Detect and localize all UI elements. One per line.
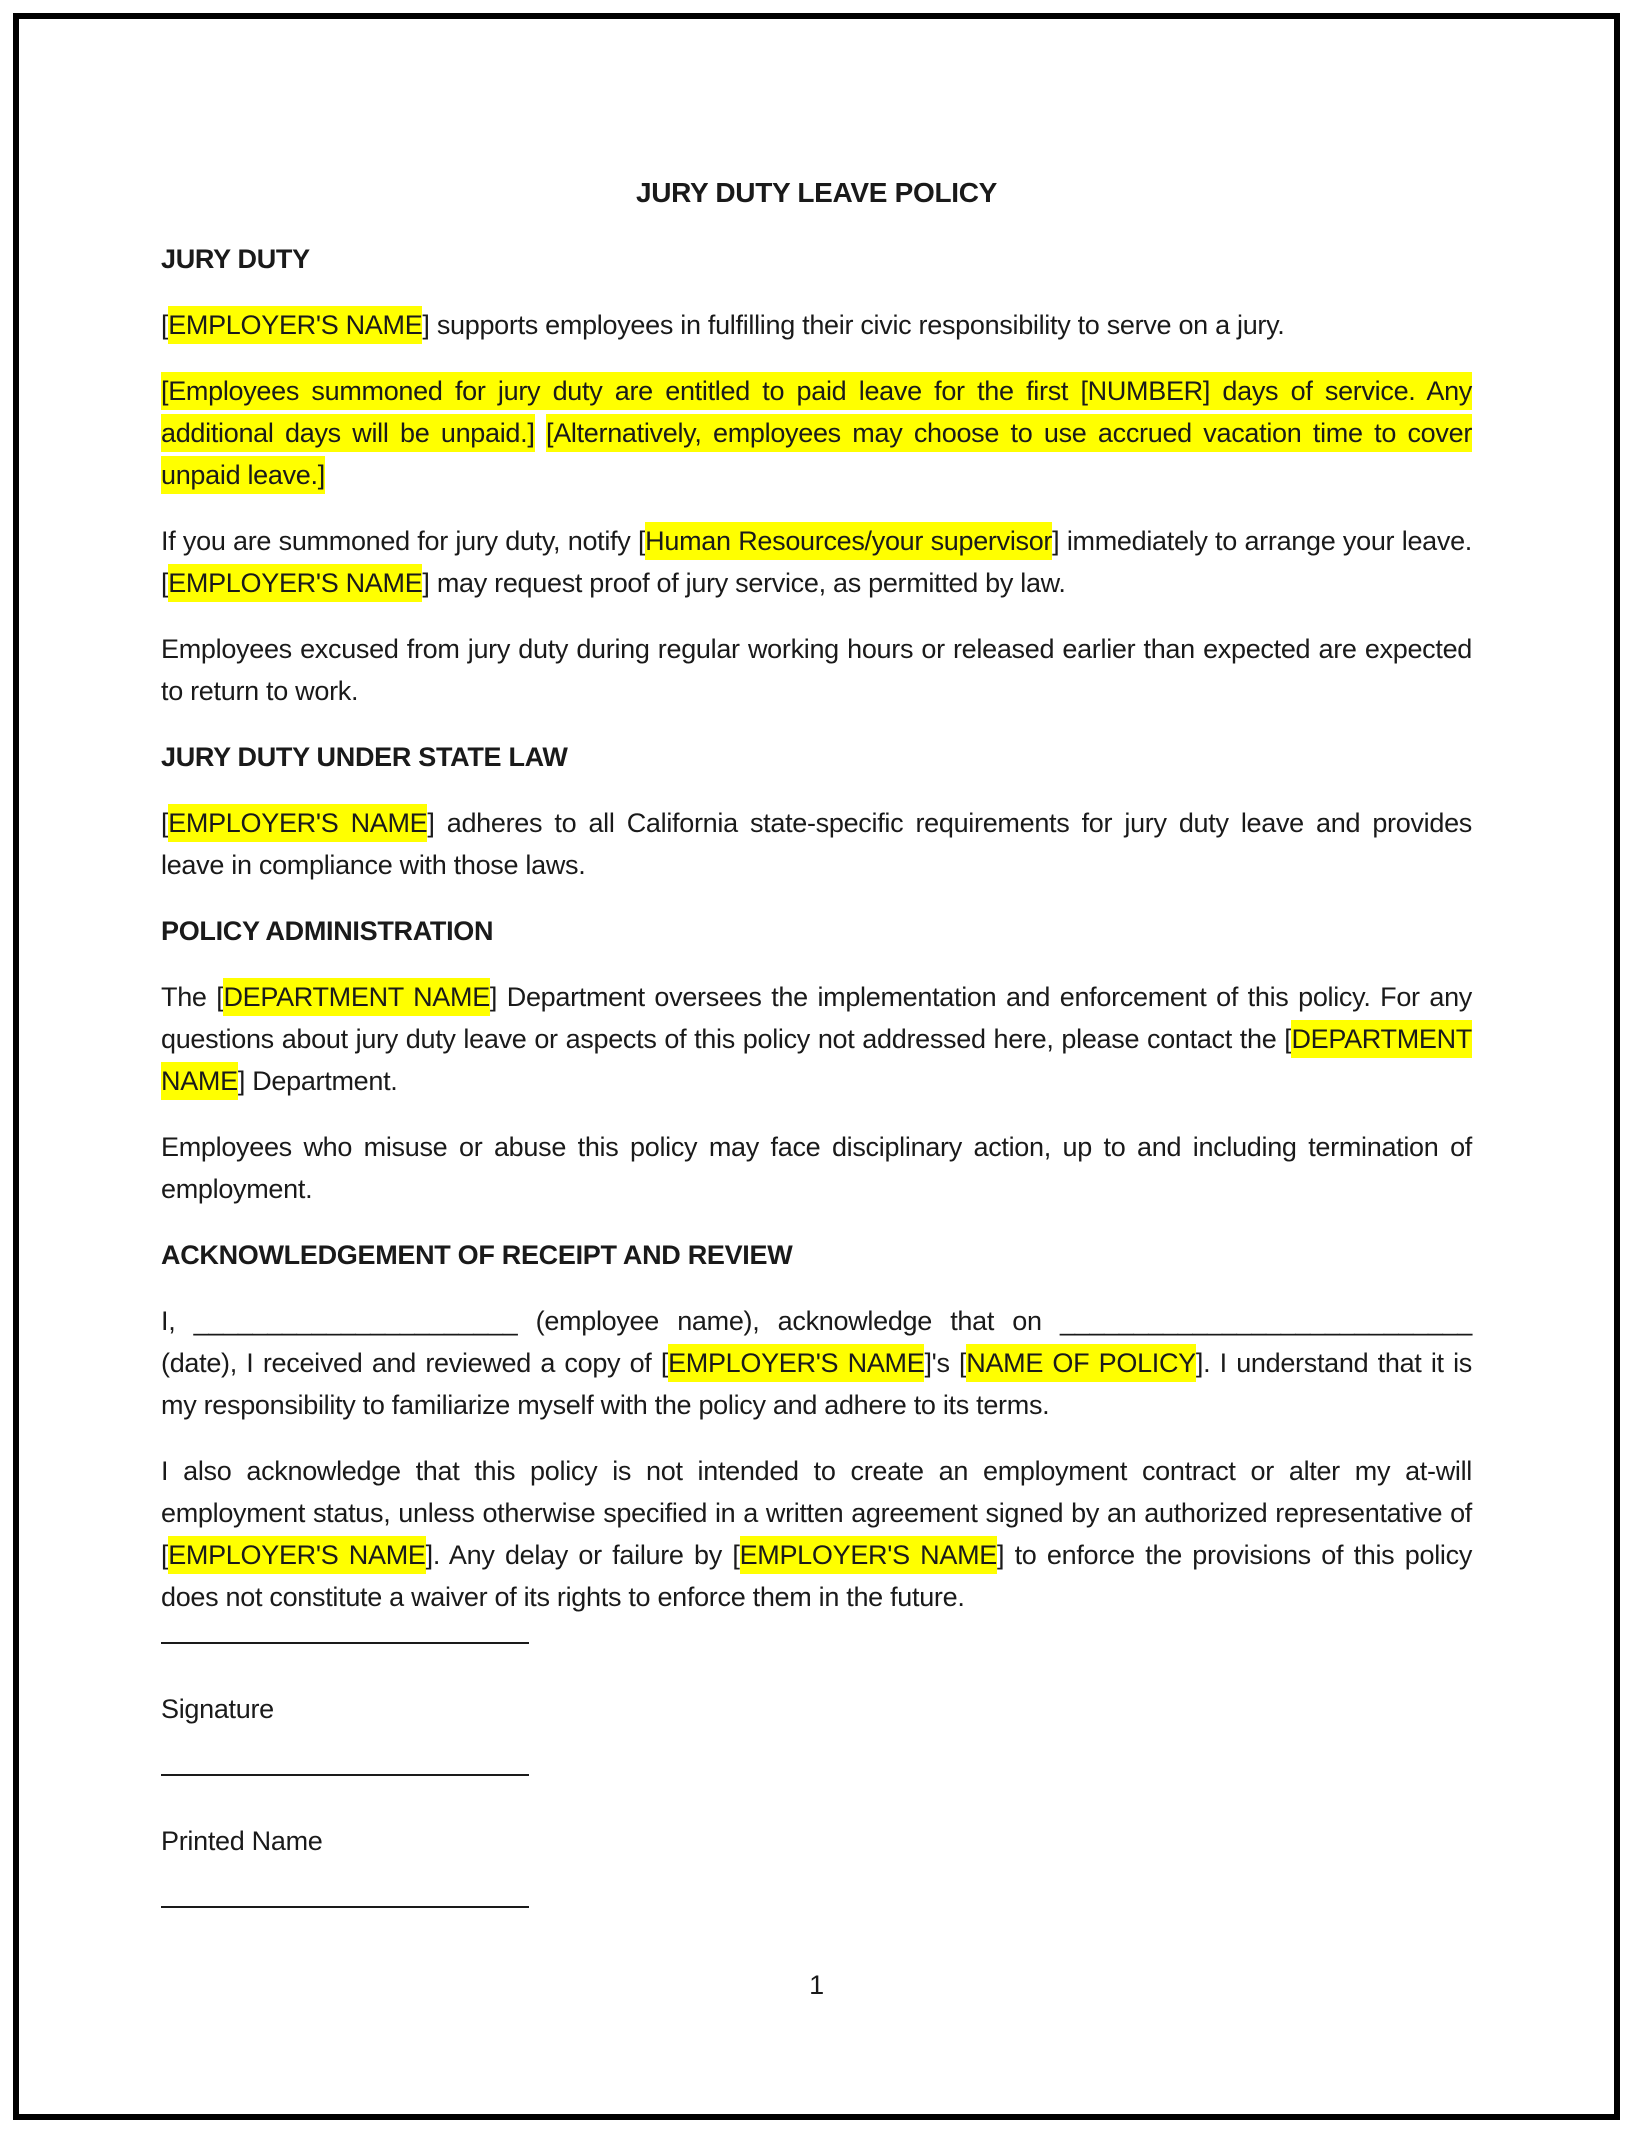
printed-name-line bbox=[161, 1774, 529, 1776]
paragraph-text: I, bbox=[161, 1306, 194, 1336]
paragraph-text: ] Department oversees the implementation and enforcement of this policy. For any questions about jury duty leave or aspects of this policy not addressed here, please contact the [ bbox=[161, 982, 1472, 1054]
date-line bbox=[161, 1906, 529, 1908]
paragraph-text: If you are summoned for jury duty, notify [ bbox=[161, 526, 646, 556]
paragraph-text: ]. Any delay or failure by [ bbox=[425, 1540, 740, 1570]
placeholder-department-name: DEPARTMENT NAME bbox=[223, 978, 489, 1016]
section-heading-policy-administration: POLICY ADMINISTRATION bbox=[161, 916, 494, 946]
paragraph-text: (date), I received and reviewed a copy of [ bbox=[161, 1348, 669, 1378]
paragraph-return-to-work: Employees excused from jury duty during regular working hours or released earlier than expected are expected to return to work. bbox=[161, 634, 1472, 706]
paragraph-text: ] supports employees in fulfilling their civic responsibility to serve on a jury. bbox=[422, 310, 1285, 340]
paragraph-text: ] to enforce the provisions of this policy does not constitute a waiver of its rights to enforce them in the future. bbox=[161, 1540, 1473, 1612]
paragraph-misuse-policy: Employees who misuse or abuse this policy may face disciplinary action, up to and including termination of employment. bbox=[161, 1132, 1472, 1204]
paragraph-civic-responsibility bbox=[161, 304, 1472, 346]
paragraph-text: ] Department. bbox=[237, 1066, 398, 1096]
printed-name-label: Printed Name bbox=[161, 1826, 323, 1856]
paragraph-text: I also acknowledge that this policy is not intended to create an employment contract or alter my at-will employment status, unless otherwise specified in a written agreement signed by an authorized representative of [ bbox=[161, 1456, 1472, 1570]
placeholder-name-of-policy: NAME OF POLICY bbox=[966, 1344, 1196, 1382]
paragraph-notify-hr bbox=[161, 520, 1472, 604]
bracket-open: [ bbox=[161, 310, 169, 340]
placeholder-employers-name: EMPLOYER'S NAME bbox=[740, 1536, 997, 1574]
placeholder-department-name: DEPARTMENT NAME bbox=[161, 1020, 1472, 1100]
paragraph-text: ]'s [ bbox=[924, 1348, 967, 1378]
paragraph-text: ] adheres to all California state-specific requirements for jury duty leave and provides leave in compliance with those laws. bbox=[161, 808, 1472, 880]
signature-label: Signature bbox=[161, 1694, 274, 1724]
paragraph-state-law bbox=[161, 802, 1472, 886]
section-heading-jury-duty: JURY DUTY bbox=[161, 244, 310, 274]
paragraph-text: ]. I understand that it is my responsibility to familiarize myself with the policy and adhere to its terms. bbox=[161, 1348, 1472, 1420]
section-heading-state-law: JURY DUTY UNDER STATE LAW bbox=[161, 742, 568, 772]
paragraph-at-will bbox=[161, 1450, 1472, 1618]
paragraph-paid-leave-option bbox=[161, 370, 1472, 496]
placeholder-employers-name: EMPLOYER'S NAME bbox=[168, 306, 422, 344]
document-title: JURY DUTY LEAVE POLICY bbox=[635, 177, 998, 208]
paragraph-text: The [ bbox=[161, 982, 224, 1012]
paragraph-text: ] may request proof of jury service, as permitted by law. bbox=[422, 568, 1066, 598]
placeholder-hr-supervisor: Human Resources/your supervisor bbox=[645, 522, 1052, 560]
page-number: 1 bbox=[809, 1970, 824, 2000]
paragraph-policy-administration bbox=[161, 976, 1472, 1102]
placeholder-employers-name: EMPLOYER'S NAME bbox=[168, 1536, 425, 1574]
signature-line bbox=[161, 1642, 529, 1644]
section-heading-acknowledgement: ACKNOWLEDGEMENT OF RECEIPT AND REVIEW bbox=[161, 1240, 793, 1270]
paragraph-text: (employee name), acknowledge that on bbox=[517, 1306, 1060, 1336]
placeholder-employers-name: EMPLOYER'S NAME bbox=[668, 1344, 924, 1382]
document-content bbox=[161, 172, 1472, 2006]
paragraph-text: ] immediately to arrange your leave. [ bbox=[161, 526, 1472, 598]
placeholder-employers-name: EMPLOYER'S NAME bbox=[168, 804, 427, 842]
placeholder-employers-name: EMPLOYER'S NAME bbox=[168, 564, 422, 602]
highlighted-option-vacation-time: [Alternatively, employees may choose to use accrued vacation time to cover unpaid leave.] bbox=[161, 414, 1472, 494]
separator-space bbox=[535, 418, 546, 448]
employee-name-blank: ______________________ bbox=[193, 1306, 518, 1336]
date-blank: ____________________________ bbox=[1059, 1306, 1472, 1336]
highlighted-option-paid-leave: [Employees summoned for jury duty are entitled to paid leave for the first [NUMBER] days of service. Any additional days will be unpaid.] bbox=[161, 372, 1472, 452]
bracket-open: [ bbox=[161, 808, 169, 838]
paragraph-acknowledgement bbox=[161, 1300, 1472, 1426]
